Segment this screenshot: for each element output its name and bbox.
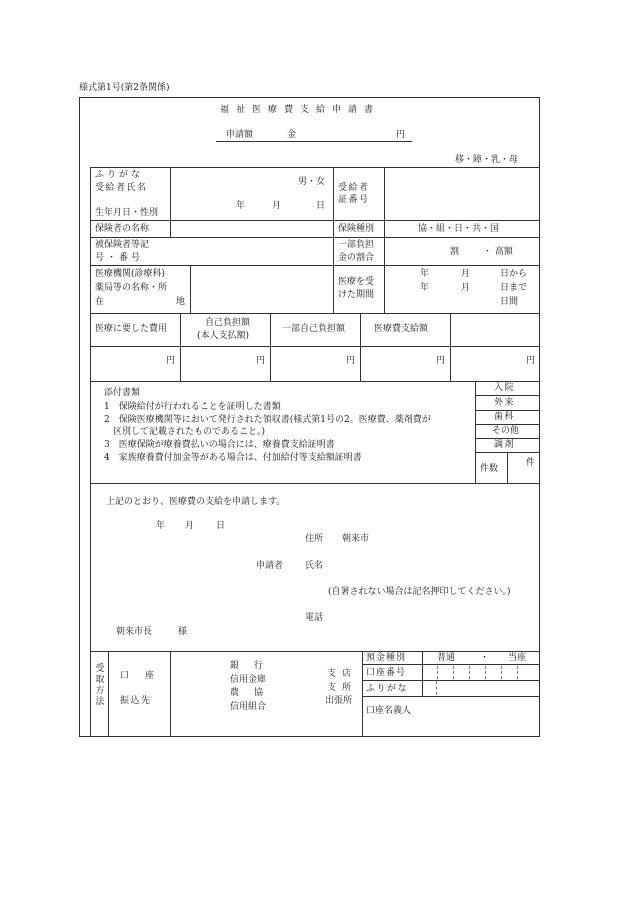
insured-label-2: 号・番号 <box>95 253 144 263</box>
share-label-1: 一部負担 <box>338 240 375 250</box>
type-pharmacy[interactable]: 調剤 <box>494 440 516 450</box>
institution-label-3b: 地 <box>176 297 186 307</box>
cost-unit-5: 円 <box>526 356 536 366</box>
birth-day-label: 日 <box>316 201 326 211</box>
attachment-item: 1 保険給付が行われることを証明した書類 <box>104 402 281 412</box>
address-label: 住所 <box>305 534 324 544</box>
branch-type-office[interactable]: 支所 <box>327 683 358 693</box>
address-city: 朝来市 <box>342 534 370 544</box>
addressee: 朝来市長 <box>116 627 153 637</box>
type-other[interactable]: その他 <box>492 426 520 436</box>
cost-header-total: 医療に要した費用 <box>95 324 168 334</box>
deposit-ordinary[interactable]: 普通 <box>437 653 456 663</box>
branch-type-branch[interactable]: 支店 <box>327 669 358 679</box>
amount-label: 申請額 <box>226 130 254 140</box>
account-label: 口座 <box>120 671 171 681</box>
declaration-day: 日 <box>216 521 226 531</box>
deposit-current[interactable]: 当座 <box>508 653 527 663</box>
period-label-2: けた期間 <box>338 290 375 300</box>
type-outpatient[interactable]: 外来 <box>494 398 516 408</box>
amount-prefix: 金 <box>287 130 297 140</box>
type-dental[interactable]: 歯科 <box>494 412 516 422</box>
cost-unit-3: 円 <box>346 356 356 366</box>
transfer-label: 振込先 <box>120 696 152 706</box>
cost-header-self-sub: (本人支払額) <box>197 331 250 341</box>
insurance-type-options[interactable]: 協・組・日・共・国 <box>418 224 500 234</box>
birth-year-label: 年 <box>236 201 246 211</box>
attachments-title: 添付書類 <box>104 388 141 398</box>
birth-month-label: 月 <box>272 201 282 211</box>
attachment-item: 4 家族療養費付加金等がある場合は、付加給付等支給額証明書 <box>104 453 362 463</box>
attachment-item: 3 医療保険が療養費払いの場合には、療養費支給証明書 <box>104 440 335 450</box>
cost-unit-1: 円 <box>166 356 176 366</box>
cost-header-partial: 一部自己負担額 <box>282 324 346 334</box>
category-options[interactable]: 移・障・乳・母 <box>455 155 519 165</box>
period-days-label: 日間 <box>500 297 519 307</box>
phone-label: 電話 <box>305 613 324 623</box>
bank-type-ja[interactable]: 農協 <box>230 688 279 698</box>
recipient-furigana-label: ふりがな <box>95 170 144 180</box>
cert-label-1: 受給者 <box>338 183 370 193</box>
share-label-2: 金の割合 <box>338 253 375 263</box>
gender-options[interactable]: 男・女 <box>298 177 326 187</box>
period-from-month: 月 <box>461 269 471 279</box>
account-number-label: 口座番号 <box>366 668 407 678</box>
period-from-label: 日から <box>500 269 528 279</box>
institution-label-1: 医療機関(診療科) <box>95 269 166 279</box>
period-to-month: 月 <box>461 283 471 293</box>
period-label-1: 医療を受 <box>338 277 375 287</box>
recipient-birth-label: 生年月日・性別 <box>95 208 159 218</box>
attachment-item: 2 保険医療機関等において発行された領収書(様式第1号の2。医療費、薬剤費が <box>104 415 431 425</box>
bank-type-bank[interactable]: 銀行 <box>230 661 279 671</box>
insured-label-1: 被保険者等記 <box>95 240 150 250</box>
seal-note: (自署されない場合は記名押印してください。) <box>328 587 511 597</box>
insurance-type-label: 保険種別 <box>338 224 375 234</box>
period-to-label: 日まで <box>500 283 528 293</box>
amount-underline <box>216 141 412 142</box>
account-holder-label: 口座名義人 <box>366 706 412 716</box>
share-unit: 割 <box>450 247 460 257</box>
deposit-type-label: 預金種別 <box>366 653 407 663</box>
period-to-year: 年 <box>420 283 430 293</box>
declaration-year: 年 <box>156 521 166 531</box>
recipient-name-label: 受給者氏名 <box>95 183 148 193</box>
cost-header-self: 自己負担額 <box>205 318 251 328</box>
type-inpatient[interactable]: 入院 <box>494 383 516 393</box>
amount-unit: 円 <box>396 130 406 140</box>
form-number: 様式第1号(第2条関係) <box>79 83 170 93</box>
cost-header-benefit: 医療費支給額 <box>374 324 429 334</box>
applicant-name-label: 氏名 <box>305 561 324 571</box>
institution-label-2: 薬局等の名称・所 <box>95 283 168 293</box>
cost-unit-2: 円 <box>256 356 266 366</box>
holder-furigana-label: ふりがな <box>366 684 409 694</box>
attachment-item: 区別して記載されたものであること。) <box>104 427 266 437</box>
declaration-month: 月 <box>185 521 195 531</box>
applicant-label: 申請者 <box>256 561 284 571</box>
count-label: 件数 <box>480 464 499 474</box>
deposit-separator: ・ <box>480 653 490 663</box>
institution-label-3a: 在 <box>95 297 105 307</box>
insurer-label: 保険者の名称 <box>95 224 150 234</box>
addressee-honorific: 様 <box>178 627 188 637</box>
declaration-statement: 上記のとおり、医療費の支給を申請します。 <box>106 497 286 507</box>
cost-unit-4: 円 <box>436 356 446 366</box>
bank-type-shinkin[interactable]: 信用金庫 <box>230 675 267 685</box>
share-high-option[interactable]: ・ 高額 <box>483 247 513 257</box>
form-title: 福祉医療費支給申請書 <box>220 105 381 115</box>
bank-type-kumiai[interactable]: 信用組合 <box>230 702 267 712</box>
branch-type-desk[interactable]: 出張所 <box>325 696 353 706</box>
cert-label-2: 証番号 <box>338 195 370 205</box>
period-from-year: 年 <box>420 269 430 279</box>
count-unit: 件 <box>526 458 536 468</box>
receipt-method-label: 受 取 方 法 <box>95 664 105 707</box>
